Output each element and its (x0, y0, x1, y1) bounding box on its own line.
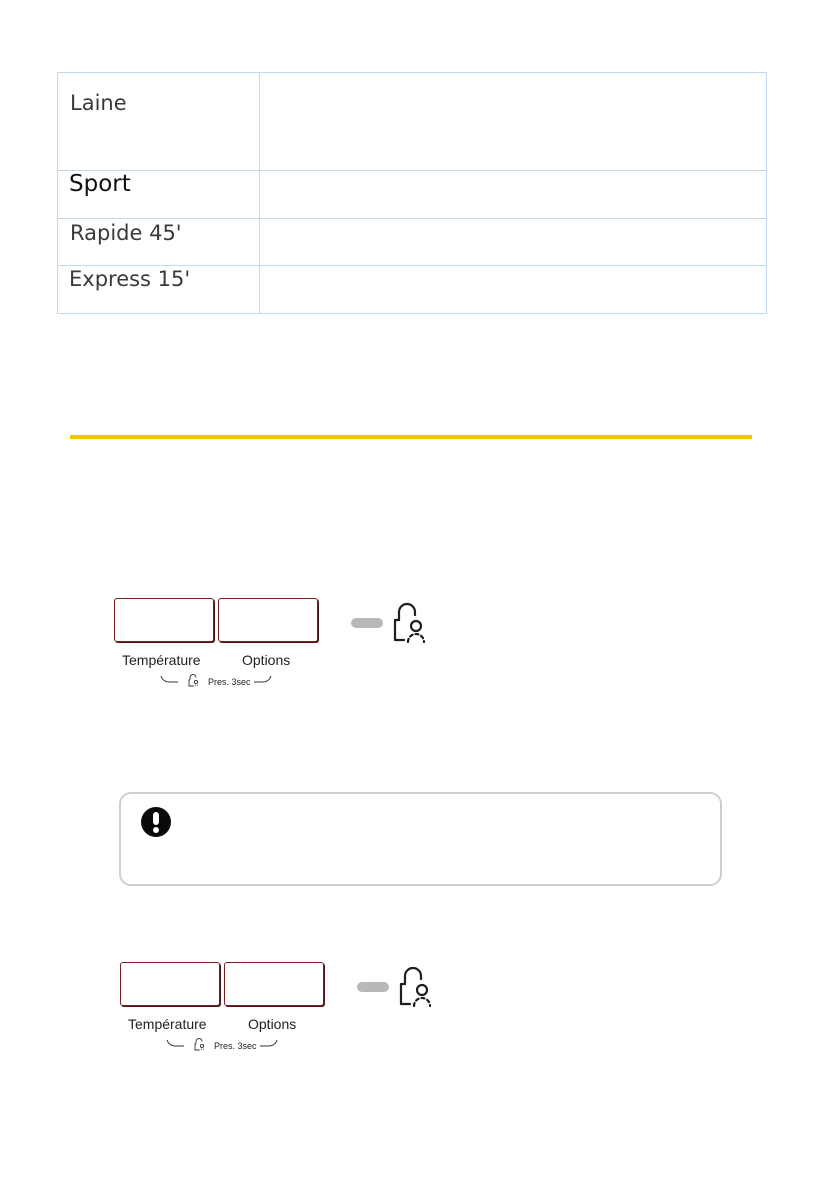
warning-box (119, 792, 722, 886)
program-description-cell (260, 73, 767, 171)
combo-hint (166, 1037, 278, 1053)
indicator-dash (351, 618, 383, 628)
program-description-cell (260, 171, 767, 219)
temperature-button (114, 598, 214, 642)
program-name-cell (58, 73, 260, 171)
options-label: Options (242, 652, 291, 668)
program-name: Rapide 45' (70, 221, 182, 245)
program-name: Sport (69, 171, 131, 197)
program-name-cell (58, 171, 260, 219)
temperature-label: Température (122, 652, 201, 668)
options-button (224, 962, 324, 1006)
table-row (58, 171, 767, 219)
program-table (57, 72, 767, 314)
control-panel-illustration (120, 962, 480, 1058)
indicator-dash (357, 982, 389, 992)
combo-hint (160, 673, 272, 689)
child-lock-icon (396, 966, 436, 1012)
child-lock-small-icon (195, 1039, 205, 1051)
program-name: Express 15' (69, 267, 191, 291)
program-name-cell (58, 219, 260, 266)
table-row (58, 73, 767, 171)
temperature-button (120, 962, 220, 1006)
table-row (58, 266, 767, 314)
options-button (218, 598, 318, 642)
child-lock-small-icon (189, 675, 199, 687)
options-label: Options (248, 1016, 297, 1032)
table-row (58, 219, 767, 266)
combo-hint-text: Pres. 3sec (214, 1041, 257, 1051)
program-description-cell (260, 219, 767, 266)
temperature-label: Température (128, 1016, 207, 1032)
child-lock-icon (390, 602, 430, 648)
program-name-cell (58, 266, 260, 314)
exclamation-icon (139, 805, 173, 839)
control-panel-illustration (114, 598, 474, 694)
program-description-cell (260, 266, 767, 314)
program-name: Laine (70, 91, 127, 115)
section-divider (70, 435, 752, 439)
combo-hint-text: Pres. 3sec (208, 677, 251, 687)
